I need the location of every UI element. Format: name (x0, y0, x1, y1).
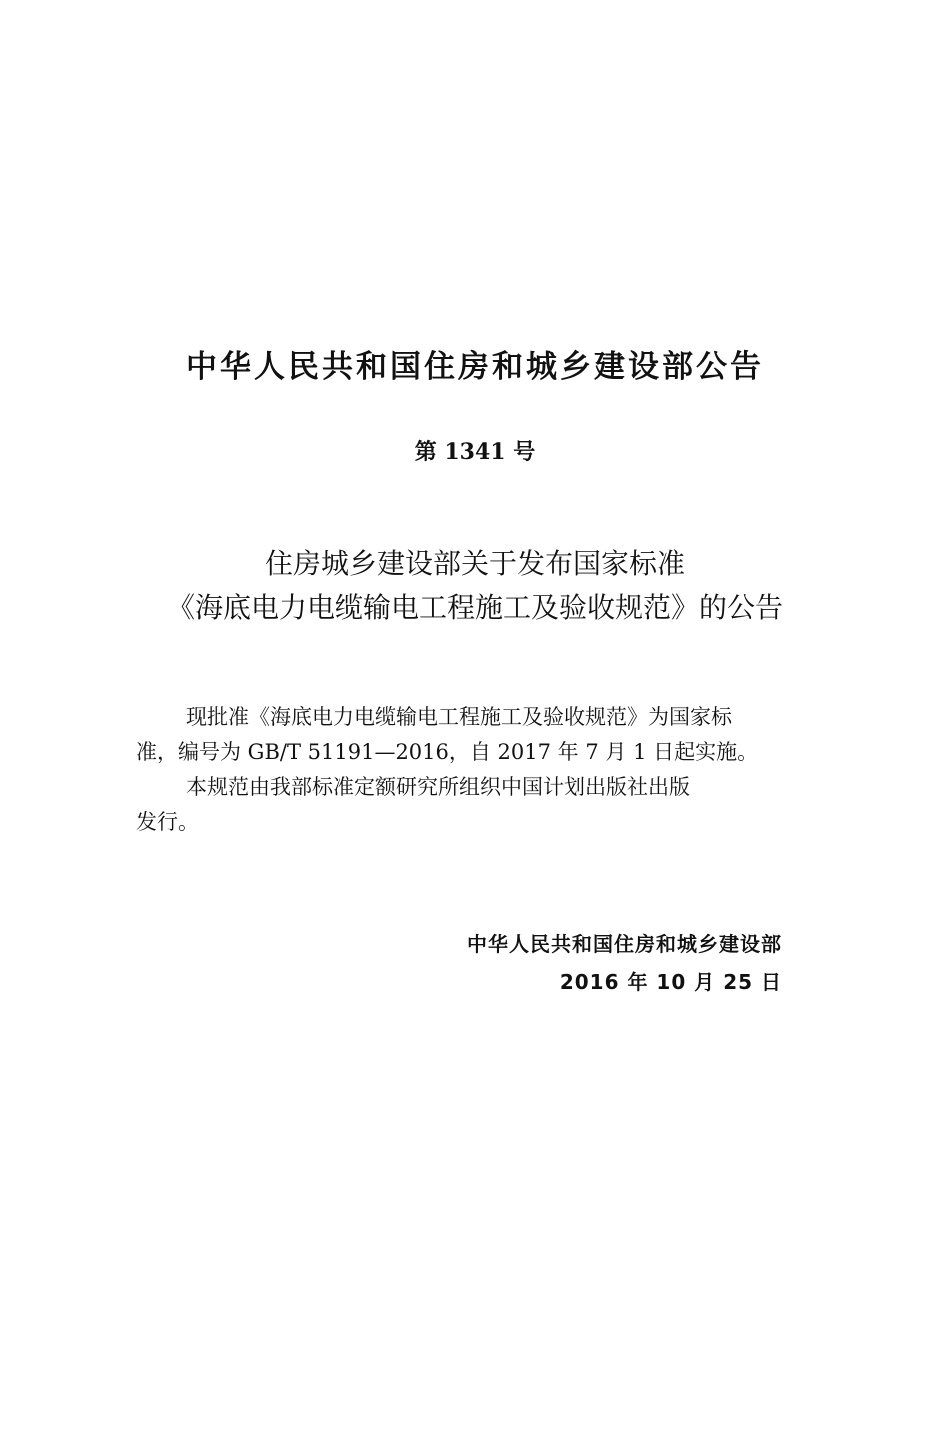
subtitle-line-2: 《海底电力电缆输电工程施工及验收规范》的公告 (166, 591, 783, 624)
subtitle-line-1: 住房城乡建设部关于发布国家标准 (264, 547, 685, 580)
paragraph-1-line-2: 准，编号为 GB/T 51191—2016，自 2017 年 7 月 1 日起实施。 (136, 740, 759, 764)
issuer-name: 中华人民共和国住房和城乡建设部 (467, 932, 782, 956)
paragraph-2-line-1: 本规范由我部标准定额研究所组织中国计划出版社出版 (186, 775, 690, 799)
paragraph-2-line-2: 发行。 (136, 810, 199, 834)
notice-body (136, 700, 836, 840)
paragraph-1-line-1: 现批准《海底电力电缆输电工程施工及验收规范》为国家标 (186, 705, 732, 729)
paragraph-2 (136, 770, 836, 840)
document-title: 中华人民共和国住房和城乡建设部公告 (186, 349, 764, 385)
issue-date: 2016 年 10 月 25 日 (559, 970, 782, 994)
notice-subtitle (0, 542, 950, 630)
notice-number: 第 1341 号 (414, 439, 536, 465)
paragraph-1 (136, 700, 836, 770)
signature-block (467, 925, 782, 1001)
